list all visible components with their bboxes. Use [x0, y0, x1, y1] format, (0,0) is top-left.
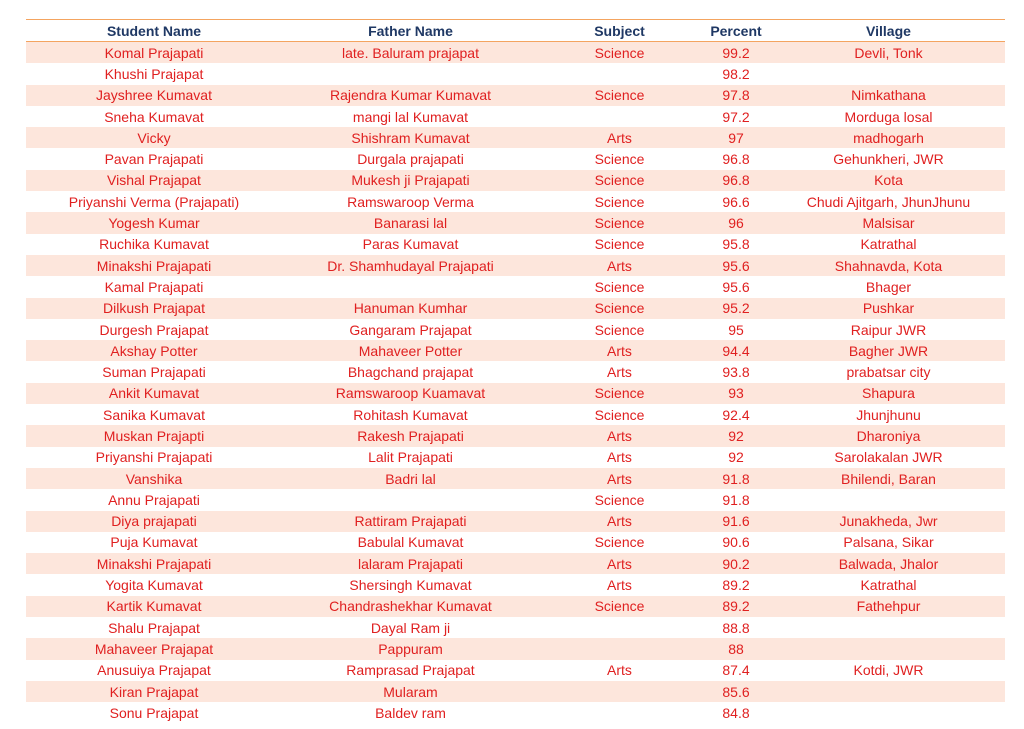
village-cell: Bhilendi, Baran — [772, 468, 1005, 489]
village-cell: Sarolakalan JWR — [772, 447, 1005, 468]
student-name-cell: Muskan Prajapti — [26, 425, 282, 446]
student-name-cell: Anusuiya Prajapat — [26, 660, 282, 681]
subject-cell: Arts — [539, 660, 700, 681]
subject-cell — [539, 106, 700, 127]
student-name-cell: Akshay Potter — [26, 340, 282, 361]
student-name-cell: Yogesh Kumar — [26, 212, 282, 233]
father-name-cell: Durgala prajapati — [282, 148, 539, 169]
percent-cell: 99.2 — [700, 42, 772, 64]
subject-cell: Science — [539, 532, 700, 553]
table-row — [26, 42, 1005, 64]
father-name-cell: lalaram Prajapati — [282, 553, 539, 574]
subject-cell: Science — [539, 319, 700, 340]
father-name-cell: Ramswaroop Kuamavat — [282, 383, 539, 404]
village-cell: Shapura — [772, 383, 1005, 404]
table-row — [26, 276, 1005, 297]
percent-cell: 92.4 — [700, 404, 772, 425]
table-row — [26, 681, 1005, 702]
subject-cell: Science — [539, 489, 700, 510]
village-cell: madhogarh — [772, 127, 1005, 148]
student-name-cell: Priyanshi Prajapati — [26, 447, 282, 468]
village-cell: Raipur JWR — [772, 319, 1005, 340]
subject-cell: Science — [539, 298, 700, 319]
village-cell: Katrathal — [772, 234, 1005, 255]
student-name-cell: Minakshi Prajapati — [26, 553, 282, 574]
student-name-cell: Mahaveer Prajapat — [26, 638, 282, 659]
table-row — [26, 638, 1005, 659]
student-name-cell: Ruchika Kumavat — [26, 234, 282, 255]
student-name-cell: Ankit Kumavat — [26, 383, 282, 404]
subject-cell: Arts — [539, 468, 700, 489]
father-name-cell: Dr. Shamhudayal Prajapati — [282, 255, 539, 276]
father-name-cell: Hanuman Kumhar — [282, 298, 539, 319]
table-row — [26, 127, 1005, 148]
percent-cell: 91.8 — [700, 468, 772, 489]
table-row — [26, 63, 1005, 84]
student-name-cell: Khushi Prajapat — [26, 63, 282, 84]
header-village: Village — [772, 20, 1005, 42]
father-name-cell: Mahaveer Potter — [282, 340, 539, 361]
father-name-cell: Mularam — [282, 681, 539, 702]
student-name-cell: Annu Prajapati — [26, 489, 282, 510]
table-row — [26, 212, 1005, 233]
student-name-cell: Priyanshi Verma (Prajapati) — [26, 191, 282, 212]
village-cell: Junakheda, Jwr — [772, 511, 1005, 532]
father-name-cell: Lalit Prajapati — [282, 447, 539, 468]
table-row — [26, 319, 1005, 340]
father-name-cell: Rakesh Prajapati — [282, 425, 539, 446]
percent-cell: 97.8 — [700, 85, 772, 106]
percent-cell: 88 — [700, 638, 772, 659]
village-cell: Katrathal — [772, 574, 1005, 595]
percent-cell: 90.2 — [700, 553, 772, 574]
village-cell: Chudi Ajitgarh, JhunJhunu — [772, 191, 1005, 212]
father-name-cell: Pappuram — [282, 638, 539, 659]
subject-cell: Science — [539, 404, 700, 425]
subject-cell: Science — [539, 276, 700, 297]
village-cell: Fathehpur — [772, 596, 1005, 617]
village-cell: Malsisar — [772, 212, 1005, 233]
table-row — [26, 383, 1005, 404]
header-father-name: Father Name — [282, 20, 539, 42]
subject-cell: Arts — [539, 340, 700, 361]
village-cell — [772, 489, 1005, 510]
subject-cell: Arts — [539, 425, 700, 446]
student-name-cell: Sonu Prajapat — [26, 702, 282, 723]
village-cell: Bagher JWR — [772, 340, 1005, 361]
village-cell: Jhunjhunu — [772, 404, 1005, 425]
table-header — [26, 20, 1005, 42]
subject-cell — [539, 617, 700, 638]
village-cell: Kota — [772, 170, 1005, 191]
subject-cell: Science — [539, 212, 700, 233]
percent-cell: 88.8 — [700, 617, 772, 638]
father-name-cell: Shersingh Kumavat — [282, 574, 539, 595]
father-name-cell: Bhagchand prajapat — [282, 361, 539, 382]
father-name-cell: Dayal Ram ji — [282, 617, 539, 638]
village-cell: Shahnavda, Kota — [772, 255, 1005, 276]
percent-cell: 95.6 — [700, 276, 772, 297]
student-name-cell: Sneha Kumavat — [26, 106, 282, 127]
village-cell: prabatsar city — [772, 361, 1005, 382]
percent-cell: 95.6 — [700, 255, 772, 276]
father-name-cell: Babulal Kumavat — [282, 532, 539, 553]
percent-cell: 85.6 — [700, 681, 772, 702]
percent-cell: 97 — [700, 127, 772, 148]
subject-cell: Science — [539, 42, 700, 64]
father-name-cell: Badri lal — [282, 468, 539, 489]
father-name-cell: Ramprasad Prajapat — [282, 660, 539, 681]
percent-cell: 96.8 — [700, 148, 772, 169]
subject-cell — [539, 681, 700, 702]
student-name-cell: Dilkush Prajapat — [26, 298, 282, 319]
percent-cell: 89.2 — [700, 596, 772, 617]
table-row — [26, 361, 1005, 382]
percent-cell: 92 — [700, 425, 772, 446]
subject-cell: Science — [539, 148, 700, 169]
student-name-cell: Yogita Kumavat — [26, 574, 282, 595]
header-student-name: Student Name — [26, 20, 282, 42]
father-name-cell: late. Baluram prajapat — [282, 42, 539, 64]
table-row — [26, 404, 1005, 425]
header-subject: Subject — [539, 20, 700, 42]
student-name-cell: Kiran Prajapat — [26, 681, 282, 702]
percent-cell: 96.6 — [700, 191, 772, 212]
village-cell: Pushkar — [772, 298, 1005, 319]
village-cell — [772, 702, 1005, 723]
header-row — [26, 20, 1005, 42]
father-name-cell — [282, 489, 539, 510]
percent-cell: 93 — [700, 383, 772, 404]
student-name-cell: Minakshi Prajapati — [26, 255, 282, 276]
village-cell: Dharoniya — [772, 425, 1005, 446]
subject-cell: Science — [539, 170, 700, 191]
student-name-cell: Puja Kumavat — [26, 532, 282, 553]
subject-cell: Arts — [539, 255, 700, 276]
student-name-cell: Pavan Prajapati — [26, 148, 282, 169]
percent-cell: 95 — [700, 319, 772, 340]
table-row — [26, 234, 1005, 255]
table-row — [26, 574, 1005, 595]
subject-cell — [539, 638, 700, 659]
subject-cell — [539, 702, 700, 723]
results-sheet — [26, 19, 1005, 724]
village-cell: Bhager — [772, 276, 1005, 297]
percent-cell: 84.8 — [700, 702, 772, 723]
percent-cell: 97.2 — [700, 106, 772, 127]
father-name-cell — [282, 276, 539, 297]
header-percent: Percent — [700, 20, 772, 42]
percent-cell: 96 — [700, 212, 772, 233]
student-name-cell: Sanika Kumavat — [26, 404, 282, 425]
subject-cell: Science — [539, 383, 700, 404]
percent-cell: 87.4 — [700, 660, 772, 681]
percent-cell: 92 — [700, 447, 772, 468]
table-row — [26, 298, 1005, 319]
subject-cell: Arts — [539, 361, 700, 382]
village-cell — [772, 63, 1005, 84]
student-name-cell: Kamal Prajapati — [26, 276, 282, 297]
table-body — [26, 42, 1005, 724]
subject-cell: Science — [539, 234, 700, 255]
percent-cell: 89.2 — [700, 574, 772, 595]
percent-cell: 90.6 — [700, 532, 772, 553]
student-name-cell: Suman Prajapati — [26, 361, 282, 382]
percent-cell: 95.8 — [700, 234, 772, 255]
father-name-cell: Gangaram Prajapat — [282, 319, 539, 340]
village-cell: Gehunkheri, JWR — [772, 148, 1005, 169]
father-name-cell: Mukesh ji Prajapati — [282, 170, 539, 191]
village-cell: Devli, Tonk — [772, 42, 1005, 64]
subject-cell: Science — [539, 85, 700, 106]
table-row — [26, 702, 1005, 723]
subject-cell: Arts — [539, 574, 700, 595]
table-row — [26, 617, 1005, 638]
subject-cell: Science — [539, 191, 700, 212]
results-table — [26, 19, 1005, 724]
father-name-cell: mangi lal Kumavat — [282, 106, 539, 127]
student-name-cell: Durgesh Prajapat — [26, 319, 282, 340]
table-row — [26, 596, 1005, 617]
father-name-cell: Rattiram Prajapati — [282, 511, 539, 532]
percent-cell: 94.4 — [700, 340, 772, 361]
table-row — [26, 511, 1005, 532]
village-cell: Kotdi, JWR — [772, 660, 1005, 681]
village-cell — [772, 638, 1005, 659]
table-row — [26, 660, 1005, 681]
village-cell: Balwada, Jhalor — [772, 553, 1005, 574]
student-name-cell: Jayshree Kumavat — [26, 85, 282, 106]
village-cell — [772, 617, 1005, 638]
father-name-cell: Banarasi lal — [282, 212, 539, 233]
table-row — [26, 85, 1005, 106]
table-row — [26, 148, 1005, 169]
father-name-cell — [282, 63, 539, 84]
father-name-cell: Chandrashekhar Kumavat — [282, 596, 539, 617]
table-row — [26, 255, 1005, 276]
percent-cell: 93.8 — [700, 361, 772, 382]
percent-cell: 98.2 — [700, 63, 772, 84]
student-name-cell: Diya prajapati — [26, 511, 282, 532]
village-cell: Palsana, Sikar — [772, 532, 1005, 553]
table-row — [26, 468, 1005, 489]
village-cell: Morduga losal — [772, 106, 1005, 127]
table-row — [26, 106, 1005, 127]
subject-cell: Arts — [539, 127, 700, 148]
father-name-cell: Ramswaroop Verma — [282, 191, 539, 212]
percent-cell: 95.2 — [700, 298, 772, 319]
father-name-cell: Rohitash Kumavat — [282, 404, 539, 425]
student-name-cell: Kartik Kumavat — [26, 596, 282, 617]
father-name-cell: Rajendra Kumar Kumavat — [282, 85, 539, 106]
table-row — [26, 425, 1005, 446]
subject-cell: Arts — [539, 511, 700, 532]
table-row — [26, 489, 1005, 510]
percent-cell: 91.8 — [700, 489, 772, 510]
father-name-cell: Paras Kumavat — [282, 234, 539, 255]
subject-cell: Arts — [539, 553, 700, 574]
subject-cell: Arts — [539, 447, 700, 468]
table-row — [26, 553, 1005, 574]
student-name-cell: Vanshika — [26, 468, 282, 489]
table-row — [26, 447, 1005, 468]
village-cell — [772, 681, 1005, 702]
table-row — [26, 191, 1005, 212]
student-name-cell: Komal Prajapati — [26, 42, 282, 64]
percent-cell: 91.6 — [700, 511, 772, 532]
table-row — [26, 340, 1005, 361]
student-name-cell: Vishal Prajapat — [26, 170, 282, 191]
village-cell: Nimkathana — [772, 85, 1005, 106]
father-name-cell: Baldev ram — [282, 702, 539, 723]
percent-cell: 96.8 — [700, 170, 772, 191]
subject-cell — [539, 63, 700, 84]
father-name-cell: Shishram Kumavat — [282, 127, 539, 148]
subject-cell: Science — [539, 596, 700, 617]
table-row — [26, 532, 1005, 553]
table-row — [26, 170, 1005, 191]
student-name-cell: Shalu Prajapat — [26, 617, 282, 638]
student-name-cell: Vicky — [26, 127, 282, 148]
